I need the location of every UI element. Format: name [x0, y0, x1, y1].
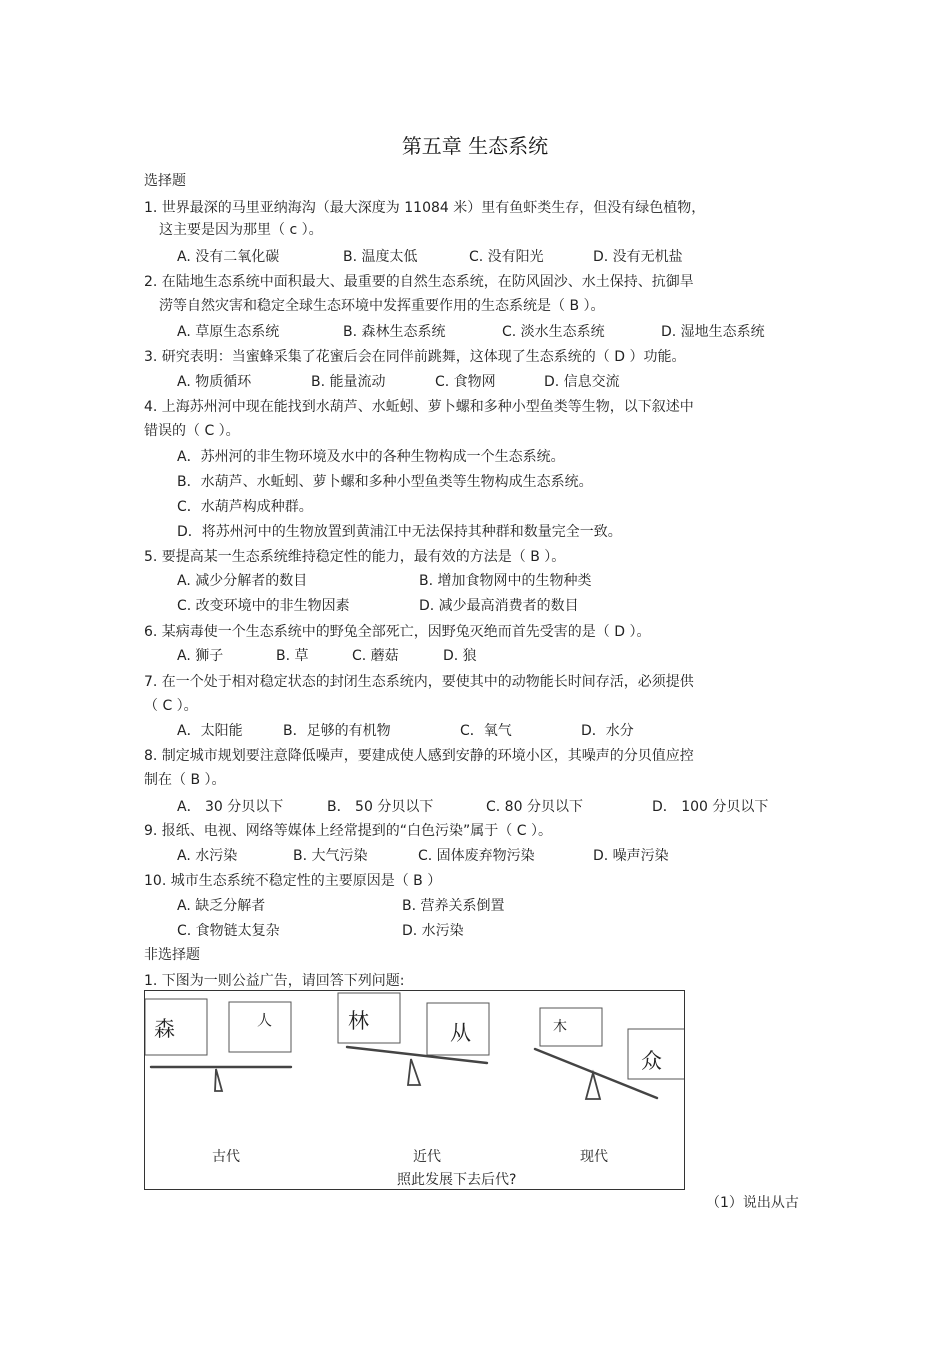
q6-option-a: A. 狮子 — [177, 648, 224, 664]
q2-option-c: C. 淡水生态系统 — [502, 324, 605, 340]
question-2-line-2: 涝等自然灾害和稳定全球生态环境中发挥重要作用的生态系统是（ B ）。 — [159, 298, 605, 314]
question-6-line-1: 6. 某病毒使一个生态系统中的野兔全部死亡，因野兔灭绝而首先受害的是（ D ）。 — [144, 624, 651, 640]
q10-option-c: C. 食物链太复杂 — [177, 923, 280, 939]
q1-option-a: A. 没有二氧化碳 — [177, 249, 280, 265]
question-5-line-1: 5. 要提高某一生态系统维持稳定性的能力，最有效的方法是（ B ）。 — [144, 549, 566, 565]
question-8-line-1: 8. 制定城市规划要注意降低噪声，要建成使人感到安静的环境小区，其噪声的分贝值应控 — [144, 748, 694, 764]
fulcrum-ancient — [215, 1069, 222, 1091]
q9-option-d: D. 噪声污染 — [593, 848, 669, 864]
q2-option-a: A. 草原生态系统 — [177, 324, 280, 340]
q10-option-d: D. 水污染 — [402, 923, 464, 939]
q3-option-d: D. 信息交流 — [544, 374, 620, 390]
era-label-ancient: 古代 — [212, 1149, 240, 1165]
char-sen: 森 — [154, 1017, 175, 1041]
public-ad-figure — [144, 990, 685, 1190]
question-8-line-2: 制在（ B ）。 — [144, 772, 226, 788]
q4-option-b: B．水葫芦、水蚯蚓、萝卜螺和多种小型鱼类等生物构成生态系统。 — [177, 474, 593, 490]
figure-caption: 照此发展下去后代? — [397, 1172, 517, 1188]
char-lin: 林 — [348, 1009, 369, 1033]
question-7-line-2: （ C ）。 — [144, 698, 198, 714]
question-9-line-1: 9. 报纸、电视、网络等媒体上经常提到的“白色污染”属于（ C ）。 — [144, 823, 552, 839]
q8-option-d: D． 100 分贝以下 — [652, 799, 769, 815]
q6-option-c: C. 蘑菇 — [352, 648, 399, 664]
q10-option-a: A. 缺乏分解者 — [177, 898, 266, 914]
q1-option-b: B. 温度太低 — [343, 249, 418, 265]
q10-option-b: B. 营养关系倒置 — [402, 898, 505, 914]
q8-option-b: B． 50 分贝以下 — [327, 799, 434, 815]
question-10-line-1: 10. 城市生态系统不稳定性的主要原因是（ B ） — [144, 873, 442, 889]
q7-option-d: D．水分 — [581, 723, 634, 739]
fulcrum-contemporary — [586, 1073, 600, 1099]
q4-option-a: A．苏州河的非生物环境及水中的各种生物构成一个生态系统。 — [177, 449, 565, 465]
q3-option-c: C. 食物网 — [435, 374, 496, 390]
q8-option-a: A． 30 分贝以下 — [177, 799, 284, 815]
page-title: 第五章 生态系统 — [401, 134, 549, 158]
q6-option-b: B. 草 — [276, 648, 309, 664]
q2-option-d: D. 湿地生态系统 — [661, 324, 765, 340]
q5-option-a: A. 减少分解者的数目 — [177, 573, 308, 589]
q7-option-b: B．足够的有机物 — [283, 723, 391, 739]
question-1-line-1: 1. 世界最深的马里亚纳海沟（最大深度为 11084 米）里有鱼虾类生存，但没有绿色植物， — [144, 200, 706, 216]
q6-option-d: D. 狼 — [443, 648, 477, 664]
box-mu — [540, 1008, 602, 1046]
q1-option-c: C. 没有阳光 — [469, 249, 544, 265]
question-7-line-1: 7. 在一个处于相对稳定状态的封闭生态系统内，要使其中的动物能长时间存活，必须提供 — [144, 674, 694, 690]
char-cong: 从 — [450, 1021, 471, 1045]
q9-option-a: A. 水污染 — [177, 848, 238, 864]
question-2-line-1: 2. 在陆地生态系统中面积最大、最重要的自然生态系统，在防风固沙、水土保持、抗御旱 — [144, 274, 694, 290]
q8-option-c: C. 80 分贝以下 — [486, 799, 583, 815]
era-label-contemporary: 现代 — [580, 1149, 608, 1165]
char-mu: 木 — [553, 1019, 567, 1035]
q5-option-d: D. 减少最高消费者的数目 — [419, 598, 579, 614]
q5-option-c: C. 改变环境中的非生物因素 — [177, 598, 350, 614]
q7-option-a: A．太阳能 — [177, 723, 243, 739]
sub-question-1: （1）说出从古 — [706, 1195, 799, 1211]
era-label-modern: 近代 — [413, 1149, 441, 1165]
fulcrum-modern — [408, 1059, 420, 1085]
q2-option-b: B. 森林生态系统 — [343, 324, 446, 340]
char-ren: 人 — [257, 1011, 273, 1029]
q4-option-d: D．将苏州河中的生物放置到黄浦江中无法保持其种群和数量完全一致。 — [177, 524, 622, 540]
char-zhong: 众 — [641, 1049, 662, 1073]
question-4-line-1: 4. 上海苏州河中现在能找到水葫芦、水蚯蚓、萝卜螺和多种小型鱼类等生物，以下叙述中 — [144, 399, 694, 415]
q1-option-d: D. 没有无机盐 — [593, 249, 683, 265]
question-1-line-2: 这主要是因为那里（ c ）。 — [159, 222, 323, 238]
q4-option-c: C．水葫芦构成种群。 — [177, 499, 313, 515]
non-choice-question-1: 1. 下图为一则公益广告，请回答下列问题: — [144, 973, 405, 989]
q9-option-c: C. 固体废弃物污染 — [418, 848, 535, 864]
q9-option-b: B. 大气污染 — [293, 848, 368, 864]
section-heading-choice: 选择题 — [144, 173, 186, 189]
beam-contemporary — [535, 1049, 657, 1098]
q5-option-b: B. 增加食物网中的生物种类 — [419, 573, 592, 589]
section-heading-non-choice: 非选择题 — [144, 947, 200, 963]
q3-option-a: A. 物质循环 — [177, 374, 252, 390]
q7-option-c: C．氧气 — [460, 723, 512, 739]
q3-option-b: B. 能量流动 — [311, 374, 386, 390]
question-3-line-1: 3. 研究表明：当蜜蜂采集了花蜜后会在同伴前跳舞，这体现了生态系统的（ D ）功能。 — [144, 349, 686, 365]
question-4-line-2: 错误的（ C ）。 — [144, 423, 240, 439]
